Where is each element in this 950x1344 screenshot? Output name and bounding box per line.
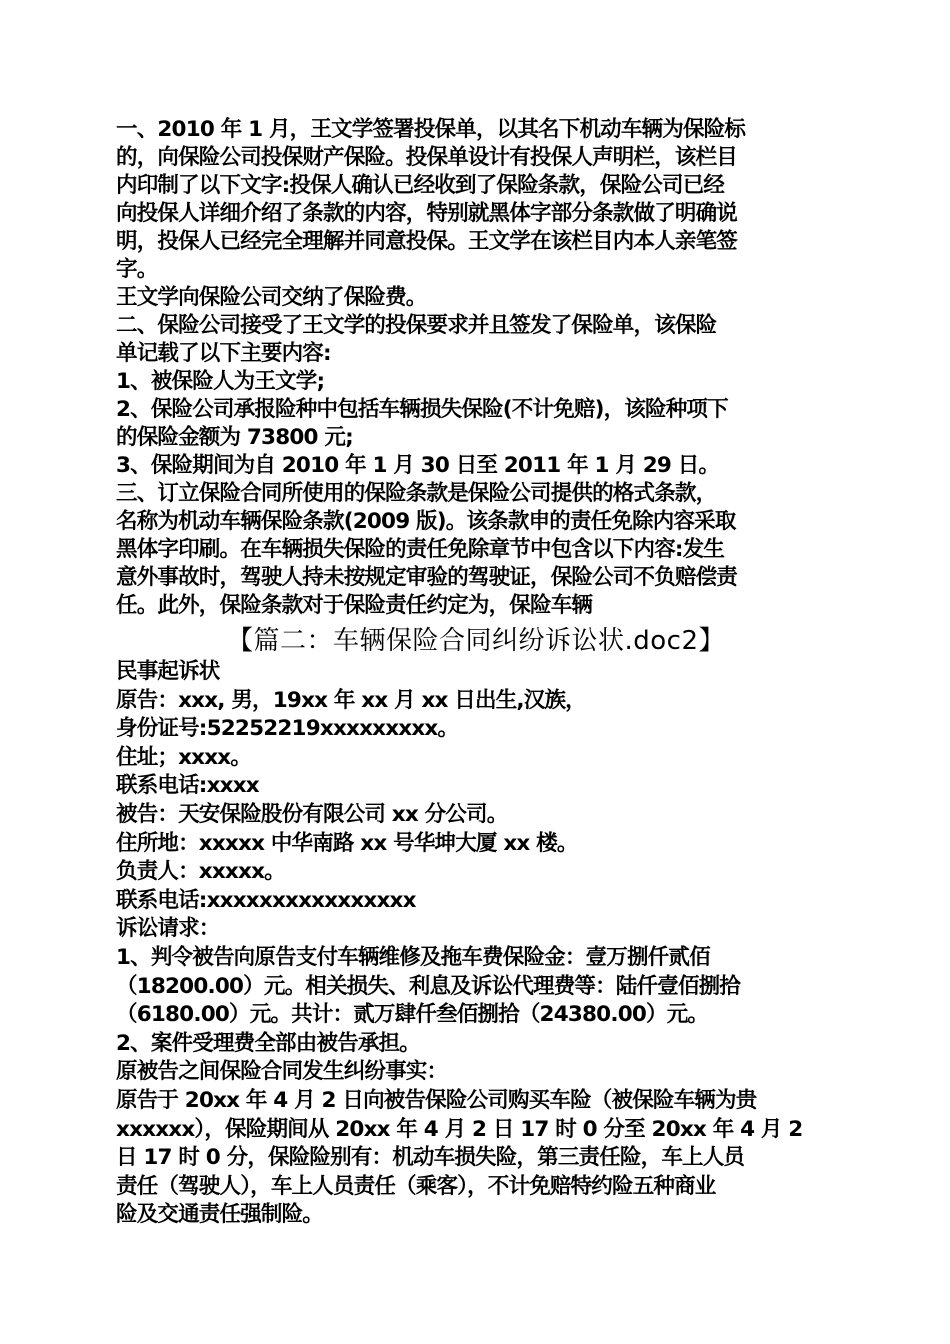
section-heading: 【篇二：车辆保险合同纠纷诉讼状.doc2】 <box>226 626 725 656</box>
text-line: 单记载了以下主要内容: <box>116 341 331 366</box>
text-line: 1、判令被告向原告支付车辆维修及拖车费保险金：壹万捌仟贰佰 <box>116 944 710 970</box>
text-line: 被告：天安保险股份有限公司 xx 分公司。 <box>116 801 508 827</box>
text-line: 向投保人详细介绍了条款的内容，特别就黑体字部分条款做了明确说 <box>116 201 738 226</box>
text-line: 的，向保险公司投保财产保险。投保单设计有投保人声明栏，该栏目 <box>116 145 738 170</box>
text-line: 王文学向保险公司交纳了保险费。 <box>116 285 427 310</box>
text-line: 一、2010 年 1 月，王文学签署投保单，以其名下机动车辆为保险标 <box>116 117 746 142</box>
text-line: 内印制了以下文字:投保人确认已经收到了保险条款，保险公司已经 <box>116 173 725 198</box>
text-line: 住址；xxxx。 <box>116 744 252 770</box>
text-line: 二、保险公司接受了王文学的投保要求并且签发了保险单，该保险 <box>116 313 717 338</box>
text-line: 身份证号:52252219xxxxxxxxx。 <box>116 716 459 742</box>
text-line: 原告：xxx, 男，19xx 年 xx 月 xx 日出生,汉族， <box>116 687 586 713</box>
text-line: 三、订立保险合同所使用的保险条款是保险公司提供的格式条款， <box>116 481 717 506</box>
text-line: 字。 <box>116 257 158 282</box>
text-line: 诉讼请求： <box>116 916 220 942</box>
text-line: 2、保险公司承报险种中包括车辆损失保险(不计免赔)，该险种项下 <box>116 397 728 422</box>
text-line: 联系电话:xxxxxxxxxxxxxxxx <box>116 887 416 913</box>
text-line: 原告于 20xx 年 4 月 2 日向被告保险公司购买车险（被保险车辆为贵 <box>116 1087 757 1113</box>
text-line: （6180.00）元。共计：贰万肆仟叁佰捌拾（24380.00）元。 <box>116 1002 709 1028</box>
text-line: 险及交通责任强制险。 <box>116 1202 324 1228</box>
text-line: 住所地：xxxxx 中华南路 xx 号华坤大厦 xx 楼。 <box>116 830 578 856</box>
text-line: 意外事故时，驾驶人持未按规定审验的驾驶证，保险公司不负赔偿责 <box>116 565 738 590</box>
text-line: 1、被保险人为王文学; <box>116 369 325 394</box>
text-line: 2、案件受理费全部由被告承担。 <box>116 1030 420 1056</box>
case-facts-section <box>116 116 836 620</box>
text-line: 联系电话:xxxx <box>116 773 259 799</box>
complaint-section <box>116 658 836 1230</box>
text-line: 黑体字印刷。在车辆损失保险的责任免除章节中包含以下内容:发生 <box>116 537 725 562</box>
text-line: 原被告之间保险合同发生纠纷事实： <box>116 1059 448 1085</box>
text-line: 负责人：xxxxx。 <box>116 859 285 885</box>
text-line: 的保险金额为 73800 元; <box>116 425 353 450</box>
text-line: 民事起诉状 <box>116 659 220 684</box>
text-line: 名称为机动车辆保险条款(2009 版)。该条款申的责任免除内容采取 <box>116 509 736 534</box>
text-line: （18200.00）元。相关损失、利息及诉讼代理费等：陆仟壹佰捌拾 <box>116 973 740 999</box>
document-page <box>116 116 836 1230</box>
text-line: 任。此外，保险条款对于保险责任约定为，保险车辆 <box>116 593 593 618</box>
text-line: 日 17 时 0 分，保险险别有：机动车损失险，第三责任险，车上人员 <box>116 1145 745 1171</box>
text-line: xxxxxx），保险期间从 20xx 年 4 月 2 日 17 时 0 分至 20xx 年 4 月 2 <box>116 1116 803 1142</box>
text-line: 明，投保人已经完全理解并同意投保。王文学在该栏目内本人亲笔签 <box>116 229 738 254</box>
text-line: 责任（驾驶人），车上人员责任（乘客），不计免赔特约险五种商业 <box>116 1173 716 1199</box>
text-line: 3、保险期间为自 2010 年 1 月 30 日至 2011 年 1 月 29 日。 <box>116 453 720 478</box>
